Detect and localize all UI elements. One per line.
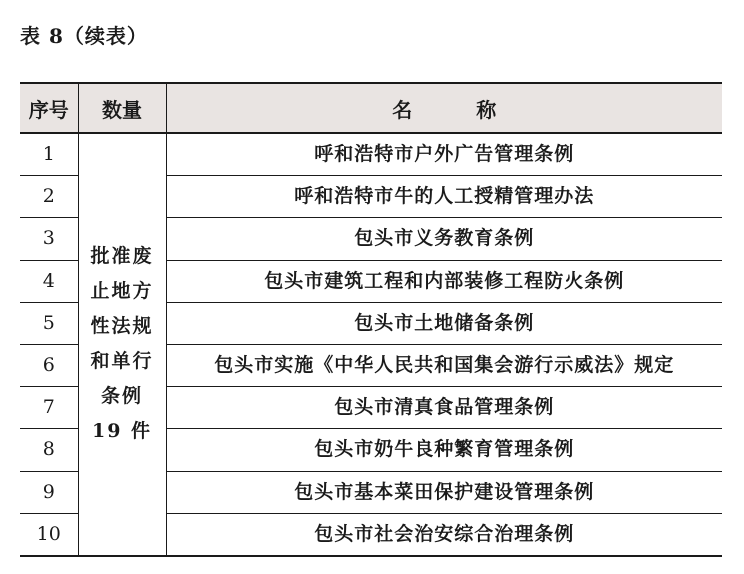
row-name: 包头市实施《中华人民共和国集会游行示威法》规定 [166,344,722,386]
row-seq: 3 [20,218,78,260]
row-seq: 7 [20,387,78,429]
header-qty: 数量 [78,83,166,133]
table-row [20,133,722,176]
quantity-line: 和单行 [90,350,154,373]
row-name: 包头市建筑工程和内部装修工程防火条例 [166,260,722,302]
regulations-table [20,82,722,557]
row-name: 呼和浩特市户外广告管理条例 [166,133,722,176]
row-name: 包头市清真食品管理条例 [166,387,722,429]
row-seq: 8 [20,429,78,471]
quantity-line: 批准废 [90,245,154,268]
row-seq: 6 [20,344,78,386]
row-name: 呼和浩特市牛的人工授精管理办法 [166,176,722,218]
row-name: 包头市土地储备条例 [166,302,722,344]
header-row [20,83,722,133]
row-seq: 1 [42,143,55,166]
row-seq: 9 [20,471,78,513]
row-seq: 4 [20,260,78,302]
row-name: 包头市社会治安综合治理条例 [166,513,722,556]
row-name: 包头市义务教育条例 [166,218,722,260]
row-seq: 10 [20,513,78,556]
header-name: 名 称 [166,83,722,133]
row-name: 包头市基本菜田保护建设管理条例 [166,471,722,513]
row-seq: 2 [20,176,78,218]
quantity-cell [78,133,166,556]
quantity-line: 性法规 [90,315,154,338]
row-seq: 5 [20,302,78,344]
quantity-line: 19 件 [91,420,153,443]
quantity-line: 止地方 [90,280,154,303]
row-name: 包头市奶牛良种繁育管理条例 [166,429,722,471]
header-seq: 序号 [20,83,78,133]
table-caption: 表 8（续表） [20,24,148,48]
quantity-line: 条例 [100,385,143,408]
